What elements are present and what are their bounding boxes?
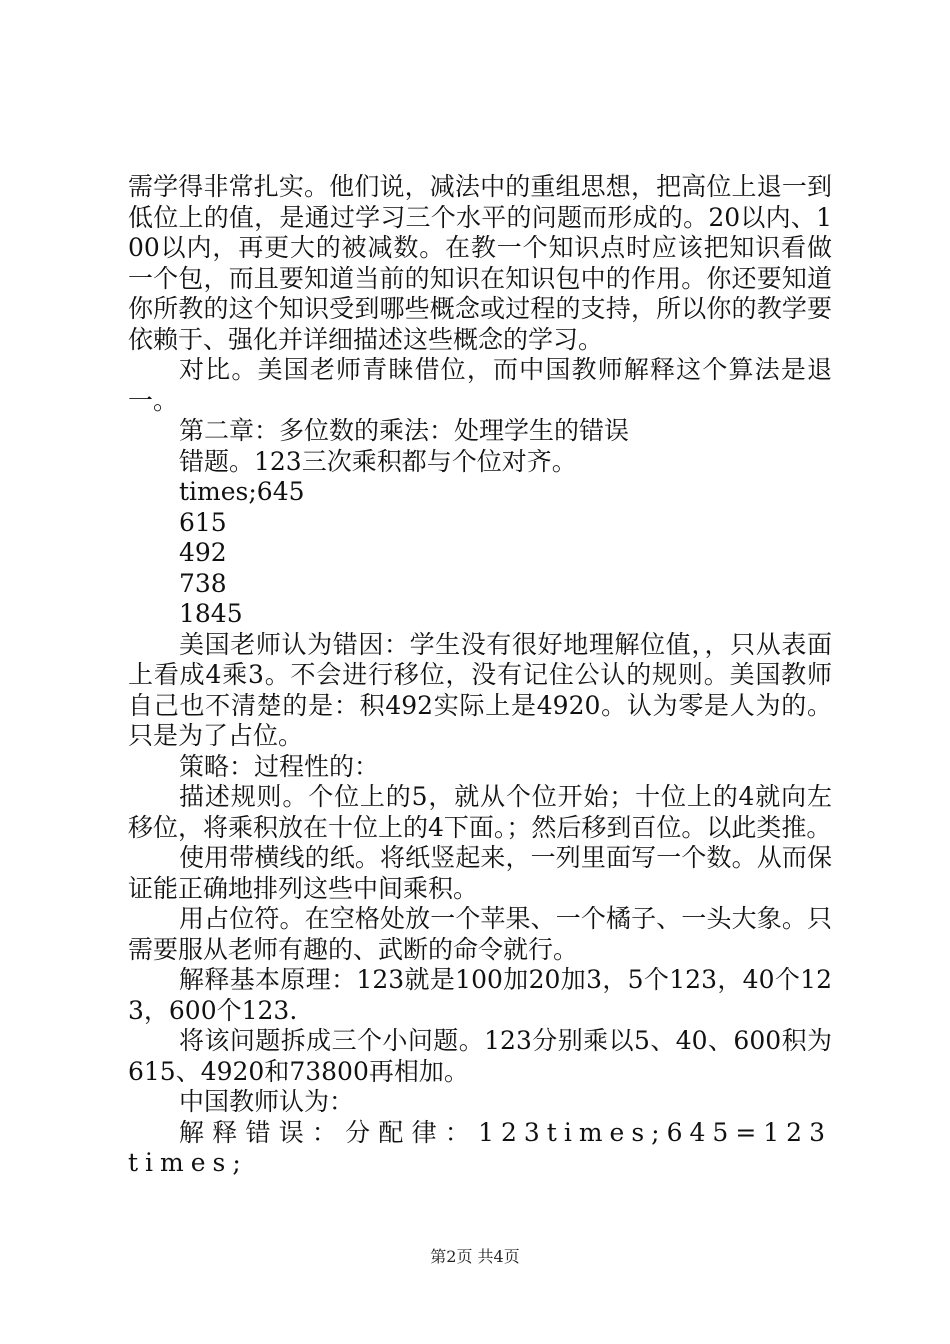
paragraph: 需学得非常扎实。他们说，减法中的重组思想，把高位上退一到低位上的值，是通过学习三个水平的问题而形成的。20以内、100以内，再更大的被减数。在教一个知识点时应该把知识看做一个包，而且要知道当前的知识在知识包中的作用。你还要知道你所教的这个知识受到哪些概念或过程的支持，所以你的教学要依赖于、强化并详细描述这些概念的学习。 bbox=[128, 172, 832, 354]
paragraph: 738 bbox=[179, 568, 227, 598]
paragraph: 使用带横线的纸。将纸竖起来，一列里面写一个数。从而保证能正确地排列这些中间乘积。 bbox=[128, 843, 832, 903]
paragraph: 将该问题拆成三个小问题。123分别乘以5、40、600积为615、4920和73800再相加。 bbox=[128, 1026, 832, 1086]
paragraph: 对比。美国老师青睐借位，而中国教师解释这个算法是退一。 bbox=[128, 355, 832, 415]
paragraph: 第二章：多位数的乘法：处理学生的错误 bbox=[179, 416, 630, 445]
paragraph: 中国教师认为： bbox=[179, 1087, 355, 1116]
paragraph: 错题。123三次乘积都与个位对齐。 bbox=[179, 446, 577, 476]
page-footer: 第2页 共4页 bbox=[430, 1247, 520, 1266]
paragraph: 用占位符。在空格处放一个苹果、一个橘子、一头大象。只需要服从老师有趣的、武断的命令就行。 bbox=[128, 904, 832, 964]
paragraph: 492 bbox=[179, 538, 227, 567]
paragraph: 美国老师认为错因：学生没有很好地理解位值，，只从表面上看成4乘3。不会进行移位，没有记住公认的规则。美国教师自己也不清楚的是：积492实际上是4920。认为零是人为的。只是为了占位。 bbox=[128, 629, 832, 750]
document-body bbox=[128, 172, 832, 1179]
paragraph: 解释错误：分配律：123times;645=123times; bbox=[128, 1117, 832, 1177]
paragraph: 策略：过程性的： bbox=[179, 751, 380, 781]
paragraph: 描述规则。个位上的5，就从个位开始；十位上的4就向左移位，将乘积放在十位上的4下面。；然后移到百位。以此类推。 bbox=[128, 782, 832, 842]
paragraph: times;645 bbox=[179, 477, 305, 506]
paragraph: 615 bbox=[179, 507, 227, 537]
paragraph: 解释基本原理：123就是100加20加3，5个123，40个123，600个123. bbox=[128, 965, 832, 1025]
paragraph: 1845 bbox=[179, 599, 243, 628]
